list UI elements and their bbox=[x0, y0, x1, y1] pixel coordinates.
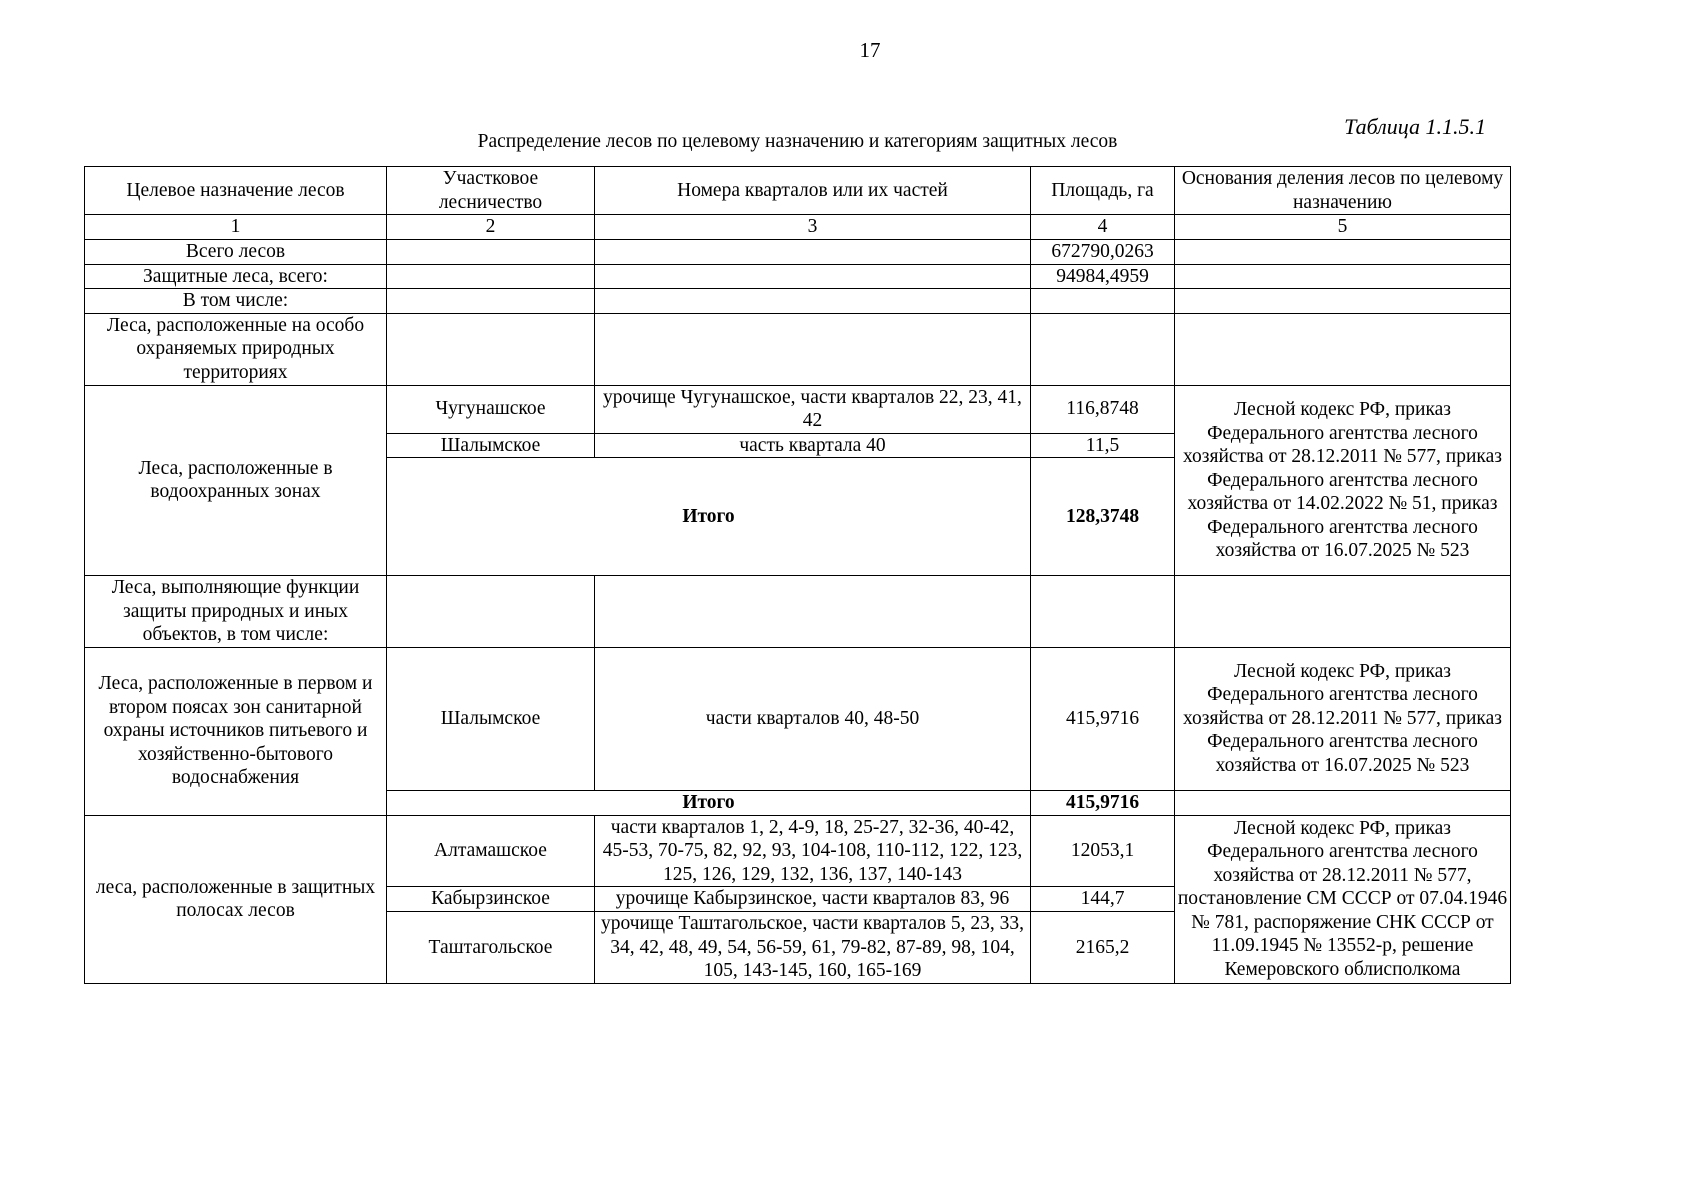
including-label: В том числе: bbox=[85, 289, 387, 314]
strips-forestry: Таштагольское bbox=[387, 912, 595, 984]
column-number: 3 bbox=[595, 215, 1031, 240]
empty-cell bbox=[1031, 576, 1175, 648]
empty-cell bbox=[387, 313, 595, 385]
header-quarters: Номера кварталов или их частей bbox=[595, 167, 1031, 215]
water-row-1 bbox=[85, 385, 1511, 433]
water-total-area: 128,3748 bbox=[1031, 458, 1175, 576]
empty-cell bbox=[1175, 790, 1511, 815]
empty-cell bbox=[595, 289, 1031, 314]
empty-cell bbox=[1175, 264, 1511, 289]
empty-cell bbox=[595, 239, 1031, 264]
strips-forestry: Алтамашское bbox=[387, 815, 595, 887]
column-number: 2 bbox=[387, 215, 595, 240]
strips-area: 12053,1 bbox=[1031, 815, 1175, 887]
water-basis: Лесной кодекс РФ, приказ Федерального агентства лесного хозяйства от 28.12.2011 № 577, приказ Федерального агентства лесного хозяйства от 14.02.2022 № 51, приказ Федерального агентства лесного хозяйства от 16.07.2025 № 523 bbox=[1175, 385, 1511, 576]
oopt-purpose: Леса, расположенные на особо охраняемых природных территориях bbox=[85, 313, 387, 385]
water-area: 11,5 bbox=[1031, 433, 1175, 458]
table-label: Таблица 1.1.5.1 bbox=[1344, 114, 1486, 139]
empty-cell bbox=[387, 576, 595, 648]
water-purpose: Леса, расположенные в водоохранных зонах bbox=[85, 385, 387, 576]
sanitary-basis: Лесной кодекс РФ, приказ Федерального агентства лесного хозяйства от 28.12.2011 № 577, приказ Федерального агентства лесного хозяйства от 16.07.2025 № 523 bbox=[1175, 647, 1511, 790]
strips-row-1 bbox=[85, 815, 1511, 887]
including-row bbox=[85, 289, 1511, 314]
empty-cell bbox=[387, 239, 595, 264]
header-forestry: Участковое лесничество bbox=[387, 167, 595, 215]
page-number: 17 bbox=[859, 38, 881, 62]
strips-area: 144,7 bbox=[1031, 887, 1175, 912]
sanitary-row bbox=[85, 647, 1511, 790]
strips-forestry: Кабырзинское bbox=[387, 887, 595, 912]
header-area: Площадь, га bbox=[1031, 167, 1175, 215]
column-number: 1 bbox=[85, 215, 387, 240]
column-number: 4 bbox=[1031, 215, 1175, 240]
strips-area: 2165,2 bbox=[1031, 912, 1175, 984]
water-quarters: часть квартала 40 bbox=[595, 433, 1031, 458]
empty-cell bbox=[595, 264, 1031, 289]
water-quarters: урочище Чугунашское, части кварталов 22, 23, 41, 42 bbox=[595, 385, 1031, 433]
total-forests-area: 672790,0263 bbox=[1031, 239, 1175, 264]
protection-row bbox=[85, 576, 1511, 648]
strips-purpose: леса, расположенные в защитных полосах лесов bbox=[85, 815, 387, 983]
empty-cell bbox=[595, 576, 1031, 648]
water-forestry: Шалымское bbox=[387, 433, 595, 458]
strips-quarters: урочище Кабырзинское, части кварталов 83, 96 bbox=[595, 887, 1031, 912]
header-basis: Основания деления лесов по целевому назначению bbox=[1175, 167, 1511, 215]
strips-quarters: урочище Таштагольское, части кварталов 5, 23, 33, 34, 42, 48, 49, 54, 56-59, 61, 79-82, 87-89, 98, 104, 105, 143-145, 160, 165-169 bbox=[595, 912, 1031, 984]
header-row bbox=[85, 167, 1511, 215]
strips-quarters: части кварталов 1, 2, 4-9, 18, 25-27, 32-36, 40-42, 45-53, 70-75, 82, 92, 93, 104-108, 110-112, 122, 123, 125, 126, 129, 132, 136, 137, 140-143 bbox=[595, 815, 1031, 887]
empty-cell bbox=[595, 313, 1031, 385]
column-number: 5 bbox=[1175, 215, 1511, 240]
forest-distribution-table bbox=[84, 166, 1511, 984]
empty-cell bbox=[1031, 289, 1175, 314]
header-purpose: Целевое назначение лесов bbox=[85, 167, 387, 215]
sanitary-purpose: Леса, расположенные в первом и втором поясах зон санитарной охраны источников питьевого и хозяйственно-бытового водоснабжения bbox=[85, 647, 387, 815]
oopt-row bbox=[85, 313, 1511, 385]
empty-cell bbox=[1175, 313, 1511, 385]
empty-cell bbox=[387, 289, 595, 314]
water-total-label: Итого bbox=[387, 458, 1031, 576]
sanitary-total-area: 415,9716 bbox=[1031, 790, 1175, 815]
sanitary-quarters: части кварталов 40, 48-50 bbox=[595, 647, 1031, 790]
sanitary-forestry: Шалымское bbox=[387, 647, 595, 790]
sanitary-total-label: Итого bbox=[387, 790, 1031, 815]
total-forests-label: Всего лесов bbox=[85, 239, 387, 264]
protective-forests-row bbox=[85, 264, 1511, 289]
protective-forests-area: 94984,4959 bbox=[1031, 264, 1175, 289]
empty-cell bbox=[1175, 576, 1511, 648]
table-caption: Распределение лесов по целевому назначению и категориям защитных лесов bbox=[477, 131, 1118, 152]
empty-cell bbox=[1031, 313, 1175, 385]
water-forestry: Чугунашское bbox=[387, 385, 595, 433]
column-number-row bbox=[85, 215, 1511, 240]
strips-basis: Лесной кодекс РФ, приказ Федерального агентства лесного хозяйства от 28.12.2011 № 577, постановление СМ СССР от 07.04.1946 № 781, распоряжение СНК СССР от 11.09.1945 № 13552-р, решение Кемеровского облисполкома bbox=[1175, 815, 1511, 983]
protective-forests-label: Защитные леса, всего: bbox=[85, 264, 387, 289]
empty-cell bbox=[1175, 289, 1511, 314]
water-area: 116,8748 bbox=[1031, 385, 1175, 433]
sanitary-area: 415,9716 bbox=[1031, 647, 1175, 790]
empty-cell bbox=[387, 264, 595, 289]
protection-purpose: Леса, выполняющие функции защиты природных и иных объектов, в том числе: bbox=[85, 576, 387, 648]
total-forests-row bbox=[85, 239, 1511, 264]
empty-cell bbox=[1175, 239, 1511, 264]
